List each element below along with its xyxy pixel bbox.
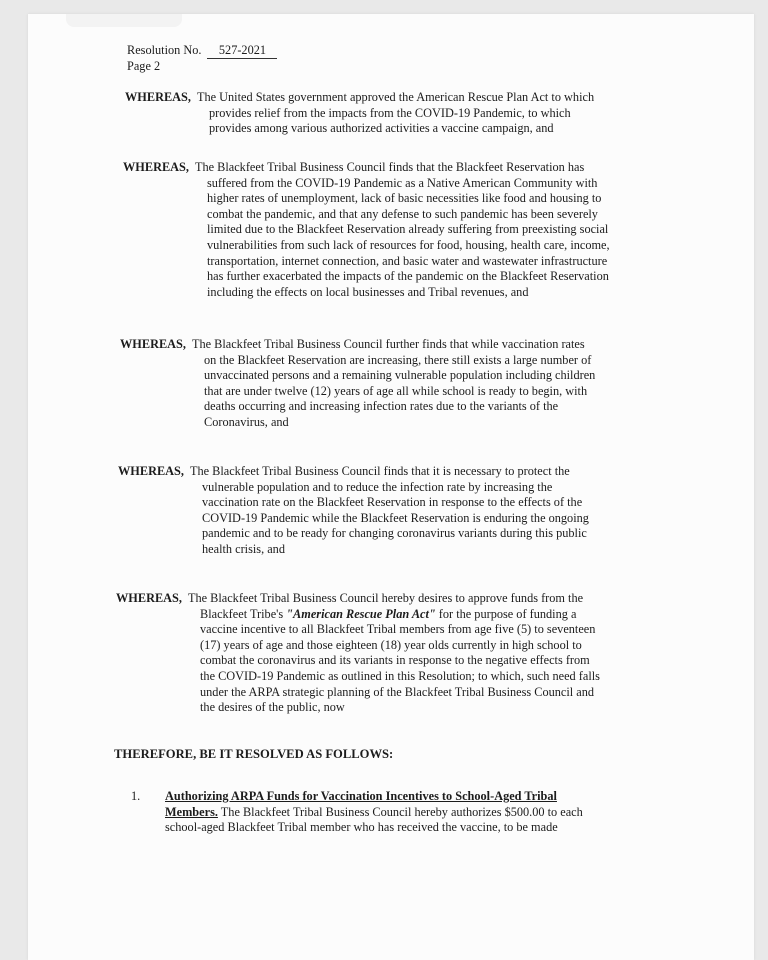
clause-line: higher rates of unemployment, lack of basic necessities like food and housing to <box>207 191 602 206</box>
clause-first-line: The Blackfeet Tribal Business Council finds that it is necessary to protect the <box>189 464 570 478</box>
clause-lead: WHEREAS, <box>125 90 191 104</box>
item-text-line: school-aged Blackfeet Tribal member who has received the vaccine, to be made <box>165 820 558 835</box>
clause-line: Coronavirus, and <box>204 414 289 429</box>
act-name: "American Rescue Plan Act" <box>286 606 436 621</box>
clause-line: transportation, internet connection, and basic water and wastewater infrastructure <box>207 253 608 268</box>
clause-text: Blackfeet Tribe's <box>200 606 287 621</box>
whereas-clause-3 <box>120 337 595 431</box>
clause-lead: WHEREAS, <box>116 591 182 605</box>
whereas-clause-5 <box>116 591 600 716</box>
item-text: The Blackfeet Tribal Business Council hereby authorizes $500.00 to each <box>217 804 583 819</box>
clause-line: health crisis, and <box>202 541 285 556</box>
clause-line: combat the coronavirus and its variants in response to the negative effects from <box>200 653 590 668</box>
clause-line: under the ARPA strategic planning of the Blackfeet Tribal Business Council and <box>200 684 595 699</box>
clause-line: limited due to the Blackfeet Reservation already suffering from preexisting social <box>207 222 609 237</box>
clause-line: on the Blackfeet Reservation are increasing, there still exists a large number of <box>204 352 592 367</box>
resolution-number: 527-2021 <box>207 44 277 59</box>
resolution-item-1 <box>131 789 671 836</box>
clause-text: for the purpose of funding a <box>435 606 577 621</box>
therefore-heading: THEREFORE, BE IT RESOLVED AS FOLLOWS: <box>114 747 394 761</box>
clause-line: COVID-19 Pandemic while the Blackfeet Reservation is enduring the ongoing <box>202 510 589 525</box>
clause-first-line: The Blackfeet Tribal Business Council hereby desires to approve funds from the <box>187 591 584 605</box>
clause-first-line: The United States government approved the American Rescue Plan Act to which <box>196 90 595 104</box>
resolution-label: Resolution No. <box>127 43 202 57</box>
clause-lead: WHEREAS, <box>118 464 184 478</box>
whereas-clause-2 <box>123 160 610 300</box>
clause-first-line: The Blackfeet Tribal Business Council finds that the Blackfeet Reservation has <box>194 160 585 174</box>
clause-first-line: The Blackfeet Tribal Business Council further finds that while vaccination rates <box>191 337 585 351</box>
clause-line: (17) years of age and those eighteen (18) year olds currently in high school to <box>200 637 582 652</box>
clause-line: combat the pandemic, and that any defense to such pandemic has been severely <box>207 206 598 221</box>
clause-line: vaccine incentive to all Blackfeet Tribal members from age five (5) to seventeen <box>200 622 596 637</box>
clause-line: provides relief from the impacts from the COVID-19 Pandemic, to which <box>209 105 571 120</box>
clause-line: vulnerabilities from such lack of resources for food, housing, health care, income, <box>207 237 610 252</box>
page-header <box>127 43 277 75</box>
clause-line: provides among various authorized activities a vaccine campaign, and <box>209 121 554 136</box>
page-label: Page 2 <box>127 59 161 73</box>
item-heading: Authorizing ARPA Funds for Vaccination Incentives to School-Aged Tribal <box>165 789 557 803</box>
whereas-clause-4 <box>118 464 589 558</box>
clause-line-with-act-name <box>200 607 600 623</box>
clause-line: deaths occurring and increasing infection rates due to the variants of the <box>204 399 559 414</box>
clause-line: including the effects on local businesses and Tribal revenues, and <box>207 284 529 299</box>
item-heading-continued: Members. <box>165 804 218 819</box>
clause-line: vaccination rate on the Blackfeet Reservation in response to the effects of the <box>202 495 583 510</box>
item-number: 1. <box>131 789 141 803</box>
clause-line: the COVID-19 Pandemic as outlined in this Resolution; to which, such need falls <box>200 668 600 683</box>
clause-line: unvaccinated persons and a remaining vulnerable population including children <box>204 368 596 383</box>
clause-line: that are under twelve (12) years of age all while school is ready to begin, with <box>204 383 588 398</box>
clause-line: has further exacerbated the impacts of the pandemic on the Blackfeet Reservation <box>207 269 609 284</box>
clause-line: pandemic and to be ready for changing coronavirus variants during this public <box>202 526 587 541</box>
clause-line: vulnerable population and to reduce the infection rate by increasing the <box>202 479 553 494</box>
clause-lead: WHEREAS, <box>123 160 189 174</box>
clause-line: suffered from the COVID-19 Pandemic as a Native American Community with <box>207 175 598 190</box>
whereas-clause-1 <box>125 90 594 137</box>
clause-line: the desires of the public, now <box>200 700 345 715</box>
clause-lead: WHEREAS, <box>120 337 186 351</box>
resolution-line <box>127 43 277 59</box>
